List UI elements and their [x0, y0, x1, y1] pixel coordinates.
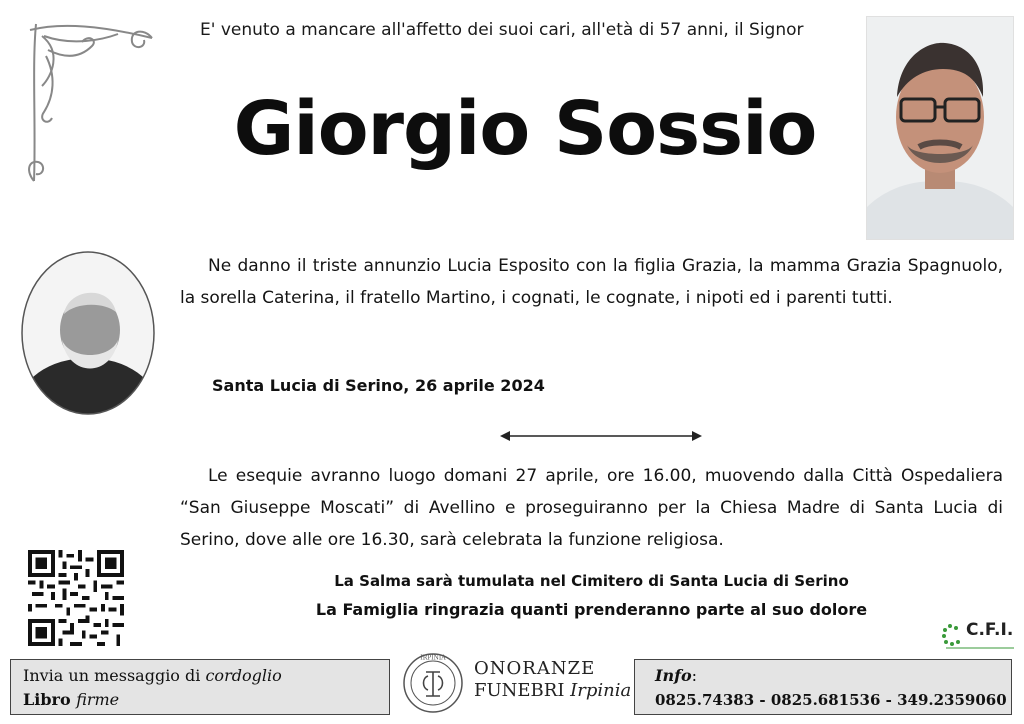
agency-name-funebri: FUNEBRI	[474, 680, 571, 701]
deceased-photo	[866, 16, 1014, 240]
cfi-label: C.F.I.	[966, 620, 1014, 640]
phone-numbers[interactable]: 0825.74383 - 0825.681536 - 349.2359060	[655, 691, 1007, 709]
agency-name-irpinia: Irpinia	[570, 680, 632, 701]
condolence-link[interactable]	[23, 664, 377, 688]
deceased-name: Giorgio Sossio	[233, 86, 817, 172]
corner-ornament-icon	[22, 16, 162, 186]
family-announcement-text: Ne danno il triste annunzio Lucia Esposito con la figlia Grazia, la mamma Grazia Spagnuolo, la sorella Caterina, il fratello Martino, i cognati, le cognate, i nipoti ed i parenti tutti.	[180, 256, 1003, 308]
info-box	[634, 659, 1012, 715]
agency-name-line2	[474, 680, 631, 701]
intro-text: E' venuto a mancare all'affetto dei suoi cari, all'età di 57 anni, il Signor	[200, 20, 804, 40]
agency-logo-text: IRPINIA	[420, 654, 446, 662]
saint-portrait	[18, 248, 158, 418]
agency-logo-icon	[402, 652, 464, 714]
arrow-divider-icon	[500, 428, 702, 444]
condolence-prefix: Invia un messaggio di	[23, 666, 206, 685]
agency-name-line1: ONORANZE	[474, 658, 596, 679]
family-announcement	[180, 250, 1003, 314]
burial-notice: La Salma sarà tumulata nel Cimitero di Santa Lucia di Serino	[334, 572, 849, 590]
info-label: Info	[655, 666, 692, 685]
info-colon: :	[691, 666, 698, 685]
qr-code-icon[interactable]	[28, 550, 124, 646]
family-thanks: La Famiglia ringrazia quanti prenderanno parte al suo dolore	[315, 600, 868, 619]
guestbook-bold: Libro	[23, 690, 77, 709]
info-heading	[655, 664, 991, 688]
funeral-details-text: Le esequie avranno luogo domani 27 aprile, ore 16.00, muovendo dalla Città Ospedaliera “San Giuseppe Moscati” di Avellino e proseguiranno per la Chiesa Madre di Santa Lucia di Serino, dove alle ore 16.30, sarà celebrata la funzione religiosa.	[180, 466, 1003, 550]
guestbook-link[interactable]	[23, 688, 377, 712]
condolence-italic: cordoglio	[205, 666, 282, 685]
condolence-box[interactable]	[10, 659, 390, 715]
funeral-details	[180, 460, 1003, 556]
guestbook-italic: firme	[76, 690, 120, 709]
place-date: Santa Lucia di Serino, 26 aprile 2024	[212, 376, 545, 395]
